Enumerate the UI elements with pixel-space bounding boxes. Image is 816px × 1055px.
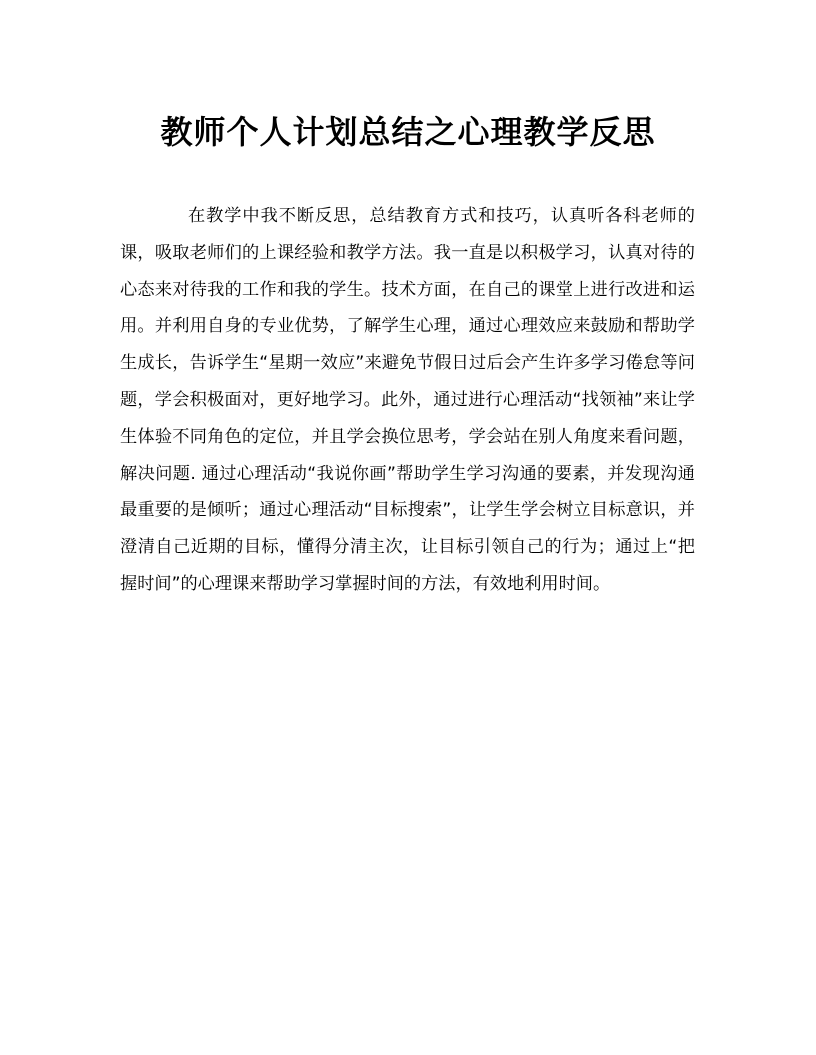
- document-title: 教师个人计划总结之心理教学反思: [160, 113, 656, 151]
- body-paragraph: 在教学中我不断反思，总结教育方式和技巧，认真听各科老师的课，吸取老师们的上课经验和教学方法。我一直是以积极学习，认真对待的心态来对待我的工作和我的学生。技术方面，在自己的课堂上进行改进和运用。并利用自身的专业优势，了解学生心理，通过心理效应来鼓励和帮助学生成长，告诉学生“星期一效应”来避免节假日过后会产生许多学习倦怠等问题，学会积极面对，更好地学习。此外，通过进行心理活动“找领袖”来让学生体验不同角色的定位，并且学会换位思考，学会站在别人角度来看问题，解决问题. 通过心理活动“我说你画”帮助学生学习沟通的要素，并发现沟通最重要的是倾听；通过心理活动“目标搜索”，让学生学会树立目标意识，并澄清自己近期的目标，懂得分清主次，让目标引领自己的行为；通过上“把握时间”的心理课来帮助学习掌握时间的方法，有效地利用时间。: [120, 206, 695, 594]
